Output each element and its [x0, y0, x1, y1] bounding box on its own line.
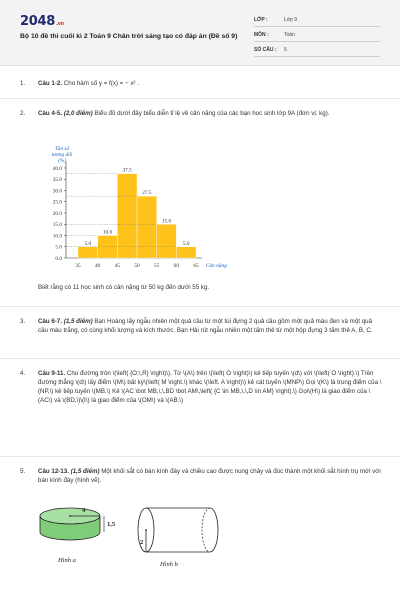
meta-value: Lớp 9 [284, 16, 298, 23]
figure-a-height-label: 1,5 [107, 521, 116, 528]
x-tick-label: 35 [75, 263, 81, 269]
figure-b-radius-label: 2 [140, 539, 144, 546]
histogram-bar [137, 196, 157, 258]
meta-row-subject [254, 28, 380, 42]
meta-key: MÔN : [254, 31, 269, 38]
question-body [38, 110, 382, 119]
bar-data-label: 5.0 [182, 240, 190, 247]
logo-suffix: .vn [55, 21, 64, 27]
question-number: 1. [20, 80, 26, 87]
histogram-svg [28, 140, 268, 272]
header [0, 0, 400, 66]
logo-main: 2048 [20, 14, 55, 29]
question-label: Câu 4-5. [38, 110, 63, 117]
question-2 [20, 110, 382, 119]
x-tick-label: 50 [134, 263, 140, 269]
question-score: (1,5 điểm) [62, 318, 93, 325]
y-tick-label: 5.0 [55, 244, 62, 251]
question-3 [20, 318, 382, 336]
question-label: Câu 1-2. [38, 80, 63, 87]
question-body [38, 370, 382, 406]
cylinder-figures [34, 500, 234, 590]
figure-b-caption: Hình b [160, 561, 178, 568]
question-text: Cho hàm số y = f(x) = − x² . [62, 80, 139, 87]
x-axis-label: Cân nặng [206, 263, 227, 269]
x-tick-label: 45 [114, 263, 120, 269]
y-axis-label: Tần số [54, 146, 70, 152]
question-1 [20, 80, 382, 89]
question-text: Cho đường tròn \(\left( {O;\,R} \right)\). Từ \(A\) trên \(\left( O \right)\) kẻ tiếp tuyến \(d\) với \(\left( O \right).\) Trên đường thẳng \(d\) lấy điểm \(M\) bất kỳ\(\left( M \right.\) khác \(\left. A \right)\) kẻ cát tuyến \(MNP\) Gọi \(K\) là trung điểm của \(NP,\) kẻ tiếp tuyến \(MB.\) Kẻ \(AC \bot MB,\,\,BD \bot AM\,\left( {C \in MB,\,\,D \in AM} \right).\) Gọi\(H\) là giao điểm của \(AC\) và \(BD,\)\(I\) là giao điểm của \(OM\) và \(AB.\) [38, 370, 382, 404]
histogram-bar [157, 224, 177, 258]
divider [0, 98, 400, 99]
figure-a-center [69, 515, 71, 517]
y-tick-label: 15.0 [52, 222, 62, 229]
question-body [38, 318, 382, 336]
meta-row-class [254, 13, 380, 27]
question-text: Bạn Hoàng lấy ngẫu nhiên một quả cầu từ một túi đựng 2 quả cầu gồm một quả màu đen và một quả cầu màu trắng, có cùng khối lượng và kích thước. Bạn Hải rút ngẫu nhiên một tấm thẻ từ một hộp đựng 3 tấm thẻ A, B, C. [38, 318, 373, 334]
meta-key: LỚP : [254, 16, 268, 23]
question-note: Biết rằng có 11 học sinh có cân nặng từ 50 kg đến dưới 55 kg. [38, 284, 210, 291]
question-body [38, 80, 382, 89]
y-tick-label: 40.0 [52, 165, 62, 172]
divider [0, 358, 400, 359]
bar-data-label: 15.0 [161, 218, 172, 225]
question-text: Biểu đồ dưới đây biểu diễn tỉ lệ về cân nặng của các bạn học sinh lớp 9A (đơn vị: kg). [92, 110, 330, 117]
y-tick-label: 10.0 [52, 233, 62, 240]
meta-panel [254, 13, 380, 58]
histogram-bar [78, 247, 98, 258]
divider [0, 456, 400, 457]
bar-data-label: 10.0 [102, 229, 113, 236]
figure-b-right-face-front [210, 508, 218, 552]
histogram-bar [176, 247, 196, 258]
bar-data-label: 37.5 [122, 167, 132, 174]
y-tick-label: 25.0 [52, 199, 62, 206]
question-body [38, 468, 382, 486]
divider [0, 306, 400, 307]
histogram-bar [117, 174, 137, 258]
y-tick-label: 35.0 [52, 177, 62, 184]
question-4 [20, 370, 382, 406]
question-5 [20, 468, 382, 486]
figure-a-caption: Hình a [58, 557, 76, 564]
question-label: Câu 9-11. [38, 370, 66, 377]
meta-value: Toán [284, 31, 295, 38]
question-number: 4. [20, 370, 26, 377]
bar-data-label: 27.5 [142, 190, 152, 197]
weight-histogram [28, 140, 268, 272]
document-title: Bộ 10 đề thi cuối kì 2 Toán 9 Chân trời sáng tạo có đáp án (Đề số 9) [20, 33, 238, 40]
question-score: (2,0 điểm) [62, 110, 93, 117]
y-tick-label: 30.0 [52, 188, 62, 195]
question-2-note [20, 284, 382, 293]
meta-value: 5 [284, 46, 287, 53]
meta-row-count [254, 43, 380, 57]
question-label: Câu 12-13. [38, 468, 69, 475]
bar-data-label: 5.0 [84, 240, 92, 247]
figure-b-right-face-back [202, 508, 210, 552]
x-tick-label: 40 [95, 263, 101, 269]
site-logo[interactable] [20, 13, 64, 32]
question-label: Câu 6-7. [38, 318, 63, 325]
figure-b-center [145, 529, 147, 531]
y-tick-label: 0.0 [55, 255, 62, 262]
cylinder-figures-svg [34, 500, 234, 590]
x-tick-label: 60 [173, 263, 179, 269]
question-number: 5. [20, 468, 26, 475]
y-axis-label: tương đối [51, 152, 73, 158]
y-tick-label: 20.0 [52, 210, 62, 217]
question-text: Một khối sắt có bán kính đáy và chiều cao được nung chảy và đúc thành một khối sắt hình trụ mới với bán kính đáy (hình vẽ). [38, 468, 381, 484]
x-tick-label: 55 [154, 263, 160, 269]
figure-b [138, 508, 218, 568]
meta-key: SỐ CÂU : [254, 46, 277, 53]
question-number: 3. [20, 318, 26, 325]
figure-a [40, 507, 116, 564]
question-number: 2. [20, 110, 26, 117]
figure-a-radius-label: 4 [82, 507, 86, 514]
x-tick-label: 65 [193, 263, 199, 269]
question-score: (1,5 điểm) [68, 468, 100, 475]
y-axis-label: (%) [58, 158, 66, 164]
